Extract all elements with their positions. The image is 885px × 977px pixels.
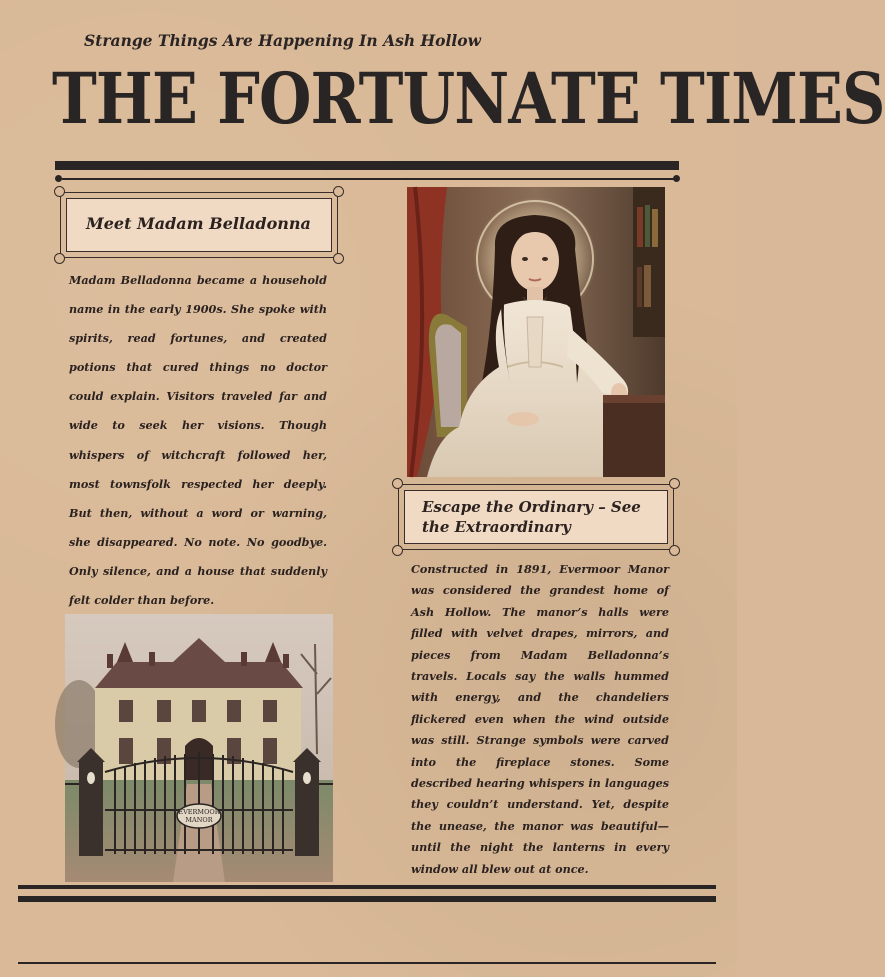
ornament-corner [333, 253, 344, 264]
ornament-corner [669, 545, 680, 556]
left-article-body: Madam Belladonna became a household name in the early 1900s. She spoke with spirits, read fortunes, and created potions that cured things no doctor could explain. Visitors traveled far and wide to seek her visions. Though whispers of witchcraft followed her, most townsfolk respected her deeply. But then, without a word or warning, she disappeared. No note. No goodbye. Only silence, and a house that suddenly felt colder than before. [69, 273, 327, 608]
footer-rule-1 [18, 885, 716, 889]
manor-image [65, 614, 333, 882]
left-article-title: Meet Madam Belladonna [86, 214, 311, 233]
portrait-illustration [407, 187, 665, 477]
masthead-title: THE FORTUNATE TIMES [52, 57, 885, 140]
manor-illustration [65, 614, 333, 882]
footer-rule-2 [18, 896, 716, 902]
ornament-corner [392, 545, 403, 556]
manor-sign-line1: EVERMOOR [178, 808, 220, 816]
ornament-corner [392, 478, 403, 489]
bottom-rule [18, 962, 716, 964]
ornament-corner [54, 253, 65, 264]
ornament-corner [54, 186, 65, 197]
header-rule-thick [55, 161, 679, 170]
tagline: Strange Things Are Happening In Ash Hollow [84, 31, 481, 50]
left-article-title-box [60, 192, 338, 258]
portrait-image [407, 187, 665, 477]
header-rule-dot-right [673, 175, 680, 182]
header-rule-thin [62, 178, 674, 180]
manor-sign-line2: MANOR [185, 816, 213, 824]
ornament-corner [333, 186, 344, 197]
header-rule-dot-left [55, 175, 62, 182]
right-article-title: Escape the Ordinary – See the Extraordinary [422, 498, 641, 536]
ornament-corner [669, 478, 680, 489]
right-article-body: Constructed in 1891, Evermoor Manor was considered the grandest home of Ash Hollow. The manor’s halls were filled with velvet drapes, mirrors, and pieces from Madam Belladonna’s travels. Locals say the walls hummed with energy, and the chandeliers flickered even when the wind outside was still. Strange symbols were carved into the fireplace stones. Some described hearing whispers in languages they couldn’t understand. Yet, despite the unease, the manor was beautiful—until the night the lanterns in every window all blew out at once. [411, 562, 669, 876]
right-article-title-box [398, 484, 674, 550]
